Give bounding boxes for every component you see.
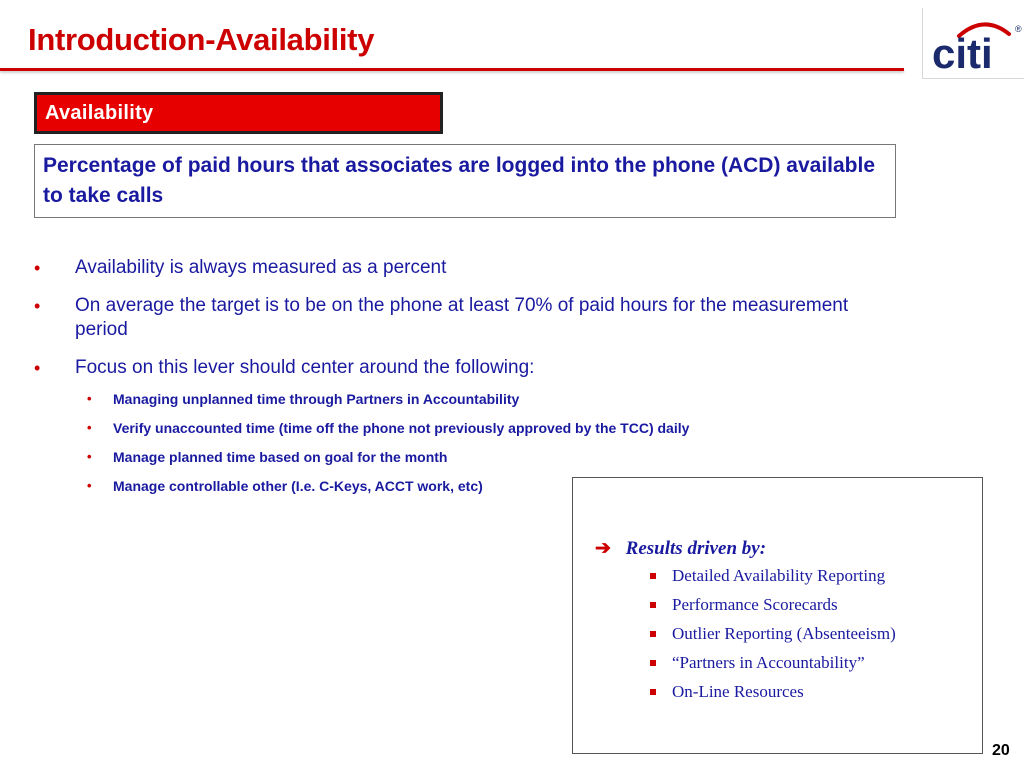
results-item — [646, 653, 896, 673]
citi-logo — [922, 8, 1024, 79]
bullet-marker: • — [34, 296, 41, 316]
bullet-item — [34, 294, 874, 342]
square-bullet-icon — [650, 602, 656, 608]
results-heading-text: Results driven by: — [625, 538, 767, 559]
sub-bullet-item — [34, 390, 874, 408]
bullet-item — [34, 256, 874, 280]
sub-bullet-marker: • — [87, 391, 92, 406]
bullet-text: On average the target is to be on the phone at least 70% of paid hours for the measurement period — [75, 295, 849, 340]
arrow-right-icon: ➔ — [595, 538, 611, 559]
results-item-text: On-Line Resources — [672, 682, 804, 701]
results-item — [646, 682, 896, 702]
sub-bullet-marker: • — [87, 478, 92, 493]
sub-bullet-text: Manage planned time based on goal for the month — [113, 449, 448, 465]
results-item — [646, 624, 896, 644]
sub-bullet-text: Managing unplanned time through Partners in Accountability — [113, 391, 520, 407]
sub-bullet-item — [34, 448, 874, 466]
sub-bullet-text: Verify unaccounted time (time off the phone not previously approved by the TCC) daily — [113, 420, 690, 436]
sub-bullet-marker: • — [87, 449, 92, 464]
sub-bullet-text: Manage controllable other (I.e. C-Keys, ACCT work, etc) — [113, 478, 483, 494]
definition-box: Percentage of paid hours that associates are logged into the phone (ACD) available to take calls — [34, 144, 896, 218]
section-header: Availability — [34, 92, 443, 134]
logo-wordmark: citi — [932, 30, 993, 77]
bullet-list — [34, 256, 874, 506]
bullet-text: Focus on this lever should center around the following: — [75, 357, 535, 378]
square-bullet-icon — [650, 631, 656, 637]
results-heading — [595, 537, 766, 560]
square-bullet-icon — [650, 660, 656, 666]
results-item-text: Outlier Reporting (Absenteeism) — [672, 624, 896, 643]
square-bullet-icon — [650, 573, 656, 579]
results-item-text: Performance Scorecards — [672, 595, 838, 614]
bullet-text: Availability is always measured as a percent — [75, 257, 447, 278]
results-list — [646, 566, 896, 711]
page-number: 20 — [992, 742, 1010, 759]
results-item — [646, 595, 896, 615]
title-divider — [0, 68, 904, 71]
square-bullet-icon — [650, 689, 656, 695]
sub-bullet-item — [34, 419, 874, 437]
results-box — [572, 477, 983, 754]
bullet-marker: • — [34, 358, 41, 378]
results-item — [646, 566, 896, 586]
logo-registered-mark: ® — [1015, 24, 1022, 34]
sub-bullet-marker: • — [87, 420, 92, 435]
results-item-text: Detailed Availability Reporting — [672, 566, 886, 585]
bullet-marker: • — [34, 258, 41, 278]
results-item-text: “Partners in Accountability” — [672, 653, 865, 672]
slide-title: Introduction-Availability — [28, 22, 375, 57]
bullet-item — [34, 356, 874, 380]
